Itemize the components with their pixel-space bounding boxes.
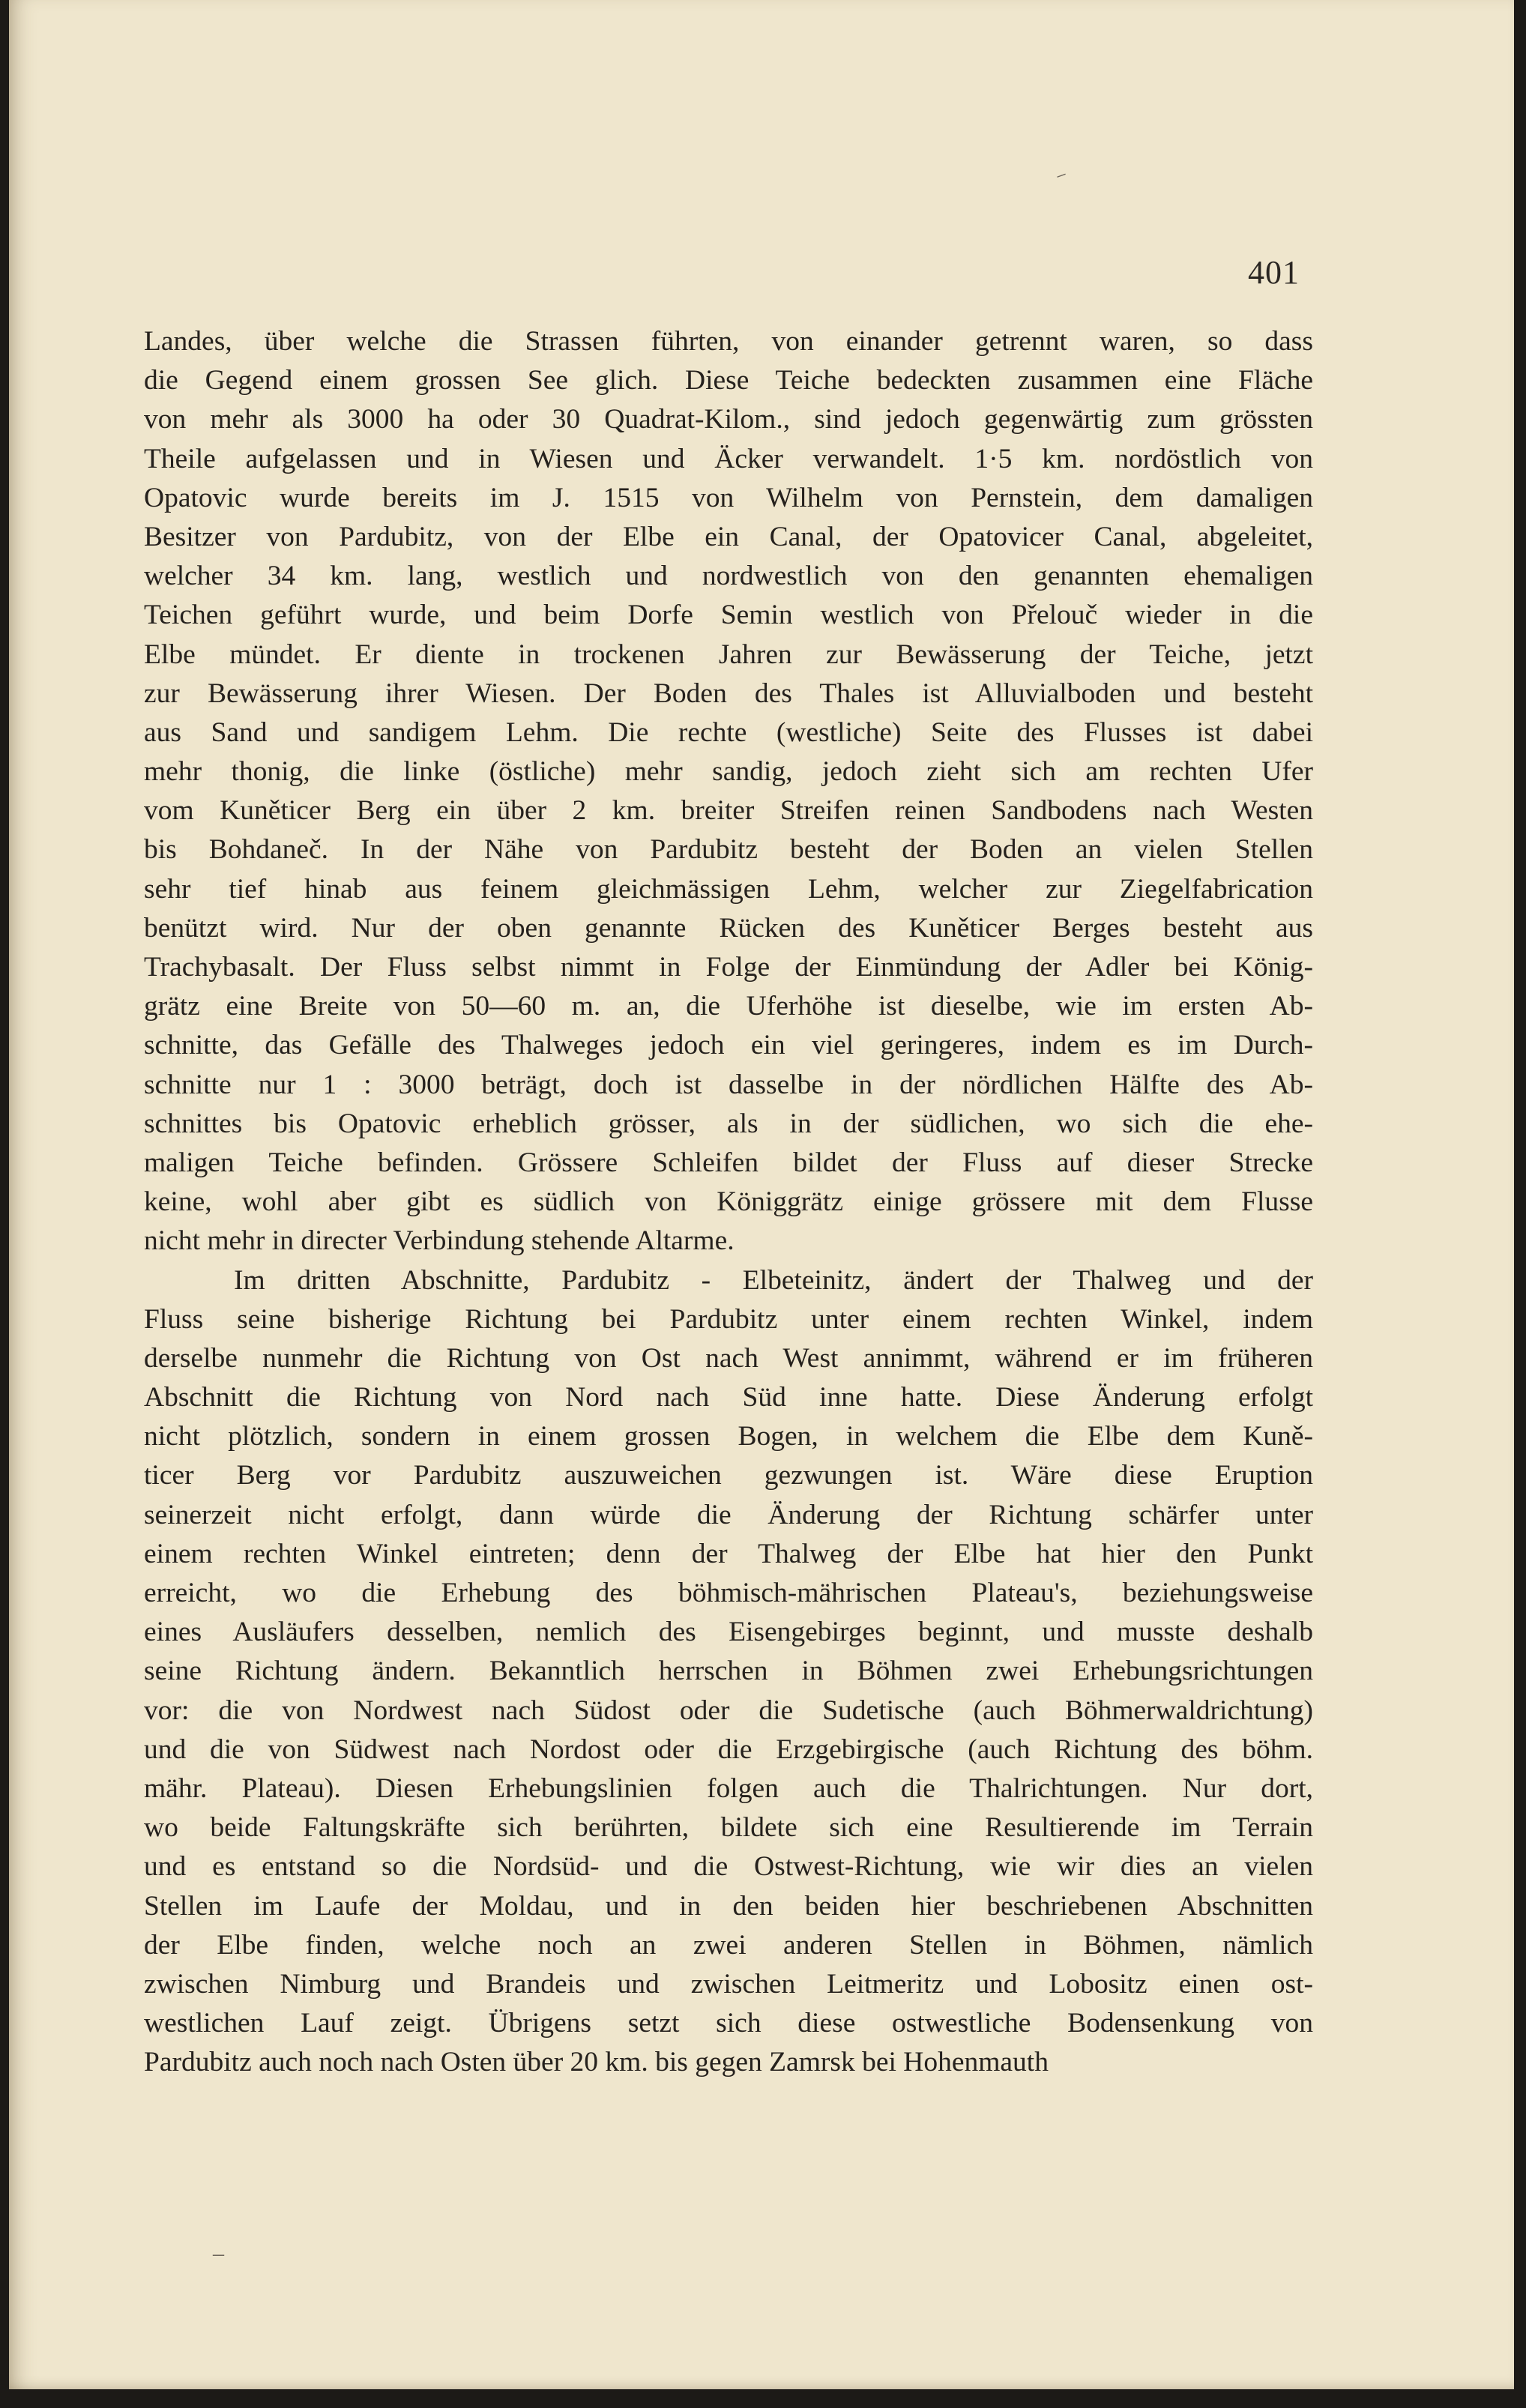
text-line: benützt wird. Nur der oben genannte Rücken des Kuněticer Berges besteht aus bbox=[144, 912, 1313, 944]
text-line: nicht plötzlich, sondern in einem grossen Bogen, in welchem die Elbe dem Kuně- bbox=[144, 1421, 1313, 1452]
text-line: Besitzer von Pardubitz, von der Elbe ein Canal, der Opatovicer Canal, abgeleitet, bbox=[144, 521, 1313, 552]
text-line: zwischen Nimburg und Brandeis und zwischen Leitmeritz und Lobositz einen ost- bbox=[144, 1968, 1313, 2000]
text-line: erreicht, wo die Erhebung des böhmisch-mährischen Plateau's, beziehungsweise bbox=[144, 1578, 1313, 1608]
text-line: einem rechten Winkel eintreten; denn der Thalweg der Elbe hat hier den Punkt bbox=[144, 1538, 1313, 1569]
text-line: und die von Südwest nach Nordost oder die Erzgebirgische (auch Richtung des böhm. bbox=[144, 1733, 1313, 1765]
text-line: Abschnitt die Richtung von Nord nach Süd inne hatte. Diese Änderung erfolgt bbox=[144, 1382, 1313, 1413]
text-line: aus Sand und sandigem Lehm. Die rechte (westliche) Seite des Flusses ist dabei bbox=[144, 716, 1313, 748]
text-line: Landes, über welche die Strassen führten, von einander getrennt waren, so dass bbox=[144, 326, 1313, 357]
text-line: zur Bewässerung ihrer Wiesen. Der Boden des Thales ist Alluvialboden und besteht bbox=[144, 678, 1313, 709]
text-line: Elbe mündet. Er diente in trockenen Jahren zur Bewässerung der Teiche, jetzt bbox=[144, 639, 1313, 670]
book-page bbox=[9, 0, 1514, 2389]
text-line: Stellen im Laufe der Moldau, und in den beiden hier beschriebenen Abschnitten bbox=[144, 1890, 1313, 1922]
text-line: von mehr als 3000 ha oder 30 Quadrat-Kilom., sind jedoch gegenwärtig zum grössten bbox=[144, 404, 1313, 435]
text-line: Trachybasalt. Der Fluss selbst nimmt in Folge der Einmündung der Adler bei König- bbox=[144, 952, 1313, 983]
text-line: grätz eine Breite von 50—60 m. an, die Uferhöhe ist dieselbe, wie im ersten Ab- bbox=[144, 991, 1313, 1022]
paragraph bbox=[144, 322, 1313, 1261]
page-number: 401 bbox=[1248, 254, 1300, 291]
text-line: bis Bohdaneč. In der Nähe von Pardubitz besteht der Boden an vielen Stellen bbox=[144, 834, 1313, 866]
text-line: eines Ausläufers desselben, nemlich des Eisengebirges beginnt, und musste deshalb bbox=[144, 1617, 1313, 1648]
text-line: Opatovic wurde bereits im J. 1515 von Wilhelm von Pernstein, dem damaligen bbox=[144, 482, 1313, 513]
text-line: Teichen geführt wurde, und beim Dorfe Semin westlich von Přelouč wieder in die bbox=[144, 600, 1313, 631]
text-line: derselbe nunmehr die Richtung von Ost nach West annimmt, während er im früheren bbox=[144, 1342, 1313, 1374]
text-line: die Gegend einem grossen See glich. Diese Teiche bedeckten zusammen eine Fläche bbox=[144, 365, 1313, 396]
ink-mark-bottom: – bbox=[213, 2241, 224, 2266]
text-line: mähr. Plateau). Diesen Erhebungslinien folgen auch die Thalrichtungen. Nur dort, bbox=[144, 1772, 1313, 1804]
text-line: Im dritten Abschnitte, Pardubitz - Elbeteinitz, ändert der Thalweg und der bbox=[234, 1264, 1313, 1296]
text-line: Fluss seine bisherige Richtung bei Pardubitz unter einem rechten Winkel, indem bbox=[144, 1303, 1313, 1335]
text-line: schnitte, das Gefälle des Thalweges jedoch ein viel geringeres, indem es im Durch- bbox=[144, 1030, 1313, 1061]
text-line: sehr tief hinab aus feinem gleichmässigen Lehm, welcher zur Ziegelfabrication bbox=[144, 873, 1313, 905]
text-line: seinerzeit nicht erfolgt, dann würde die Änderung der Richtung schärfer unter bbox=[144, 1499, 1313, 1530]
text-line: ticer Berg vor Pardubitz auszuweichen gezwungen ist. Wäre diese Eruption bbox=[144, 1460, 1313, 1491]
text-line: westlichen Lauf zeigt. Übrigens setzt sich diese ostwestliche Bodensenkung von bbox=[144, 2008, 1313, 2039]
body-text bbox=[144, 322, 1313, 2082]
text-line: nicht mehr in directer Verbindung stehende Altarme. bbox=[144, 1225, 735, 1257]
text-line: Pardubitz auch noch nach Osten über 20 km. bis gegen Zamrsk bei Hohenmauth bbox=[144, 2047, 1049, 2078]
text-line: schnitte nur 1 : 3000 beträgt, doch ist dasselbe in der nördlichen Hälfte des Ab- bbox=[144, 1069, 1313, 1100]
text-line: vom Kuněticer Berg ein über 2 km. breiter Streifen reinen Sandbodens nach Westen bbox=[144, 795, 1313, 827]
text-line: Theile aufgelassen und in Wiesen und Äcker verwandelt. 1·5 km. nordöstlich von bbox=[144, 443, 1313, 474]
text-line: welcher 34 km. lang, westlich und nordwestlich von den genannten ehemaligen bbox=[144, 561, 1313, 592]
text-line: schnittes bis Opatovic erheblich grösser, als in der südlichen, wo sich die ehe- bbox=[144, 1108, 1313, 1139]
text-line: und es entstand so die Nordsüd- und die Ostwest-Richtung, wie wir dies an vielen bbox=[144, 1851, 1313, 1883]
text-line: keine, wohl aber gibt es südlich von Königgrätz einige grössere mit dem Flusse bbox=[144, 1186, 1313, 1218]
text-line: der Elbe finden, welche noch an zwei anderen Stellen in Böhmen, nämlich bbox=[144, 1929, 1313, 1961]
text-line: vor: die von Nordwest nach Südost oder die Sudetische (auch Böhmerwaldrichtung) bbox=[144, 1695, 1313, 1726]
text-line: mehr thonig, die linke (östliche) mehr sandig, jedoch zieht sich am rechten Ufer bbox=[144, 756, 1313, 788]
text-line: seine Richtung ändern. Bekanntlich herrschen in Böhmen zwei Erhebungsrichtungen bbox=[144, 1656, 1313, 1687]
text-line: maligen Teiche befinden. Grössere Schleifen bildet der Fluss auf dieser Strecke bbox=[144, 1147, 1313, 1178]
ink-mark-top: ⁻ bbox=[1052, 166, 1073, 193]
text-line: wo beide Faltungskräfte sich berührten, bildete sich eine Resultierende im Terrain bbox=[144, 1812, 1313, 1844]
paragraph bbox=[144, 1261, 1313, 2083]
